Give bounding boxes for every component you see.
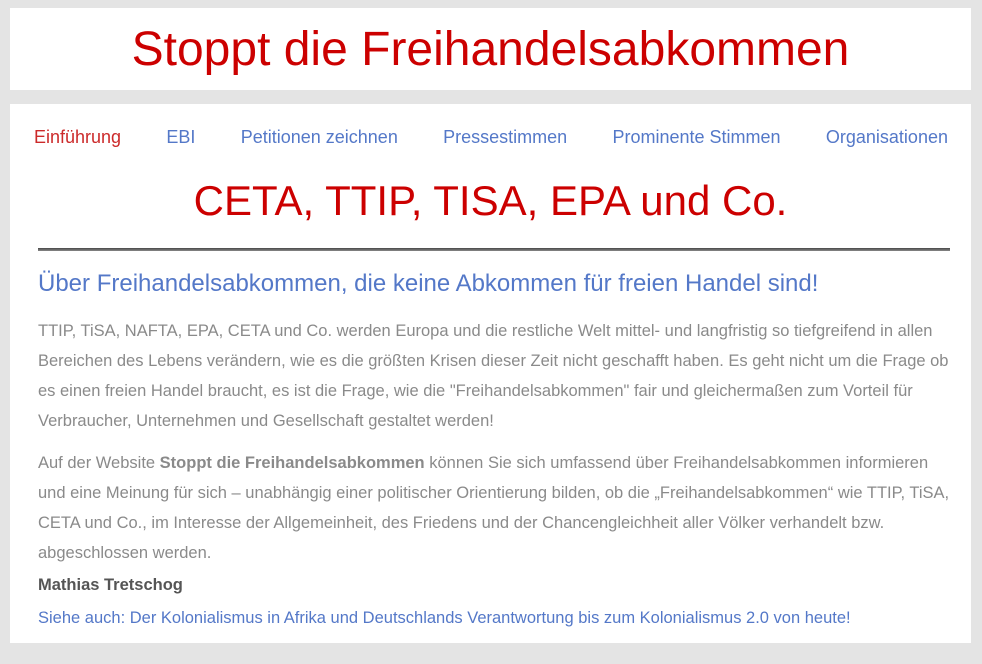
- page-title: CETA, TTIP, TISA, EPA und Co.: [193, 177, 788, 224]
- divider: [38, 248, 950, 251]
- author-name: Mathias Tretschog: [38, 576, 183, 594]
- see-also-link[interactable]: Siehe auch: Der Kolonialismus in Afrika und Deutschlands Verantwortung bis zum Kolonialismus 2.0 von heute!: [38, 609, 851, 627]
- about-paragraph-start: Auf der Website: [38, 454, 160, 472]
- intro-subheading: Über Freihandelsabkommen, die keine Abkommen für freien Handel sind!: [38, 270, 819, 297]
- nav-item-einfuehrung[interactable]: Einführung: [34, 127, 122, 147]
- site-banner: [10, 8, 971, 90]
- nav-item-prominente-stimmen[interactable]: Prominente Stimmen: [612, 127, 781, 147]
- nav-item-petitionen-zeichnen[interactable]: Petitionen zeichnen: [240, 127, 398, 147]
- intro-paragraph: TTIP, TiSA, NAFTA, EPA, CETA und Co. werden Europa und die restliche Welt mittel- und langfristig so tiefgreifend in allen Bereichen des Lebens verändern, wie es die größten Krisen dieser Zeit nicht geschafft haben. Es geht nicht um die Frage ob es einen freien Handel braucht, es ist die Frage, wie die "Freihandelsabkommen" fair und gleichermaßen zum Vorteil für Verbraucher, Unternehmen und Gesellschaft gestaltet werden!: [38, 322, 949, 430]
- nav-item-ebi[interactable]: EBI: [166, 127, 196, 147]
- site-name-bold: Stoppt die Freihandelsabkommen: [159, 454, 425, 472]
- about-paragraph-end: können Sie sich umfassend über Freihandelsabkommen informieren und eine Meinung für sich – unabhängig einer politischer Orientierung bilden, ob die „Freihandelsabkommen“ wie TTIP, TiSA, CETA und Co., im Interesse der Allgemeinheit, des Friedens und der Chancengleichheit aller Völker verhandelt bzw. abgeschlossen werden.: [38, 454, 950, 562]
- site-title: Stoppt die Freihandelsabkommen: [131, 22, 850, 76]
- content-panel: [10, 104, 971, 643]
- nav-item-pressestimmen[interactable]: Pressestimmen: [443, 127, 568, 147]
- main-nav: [10, 127, 971, 148]
- nav-item-organisationen[interactable]: Organisationen: [825, 127, 948, 147]
- about-paragraph: [38, 448, 950, 568]
